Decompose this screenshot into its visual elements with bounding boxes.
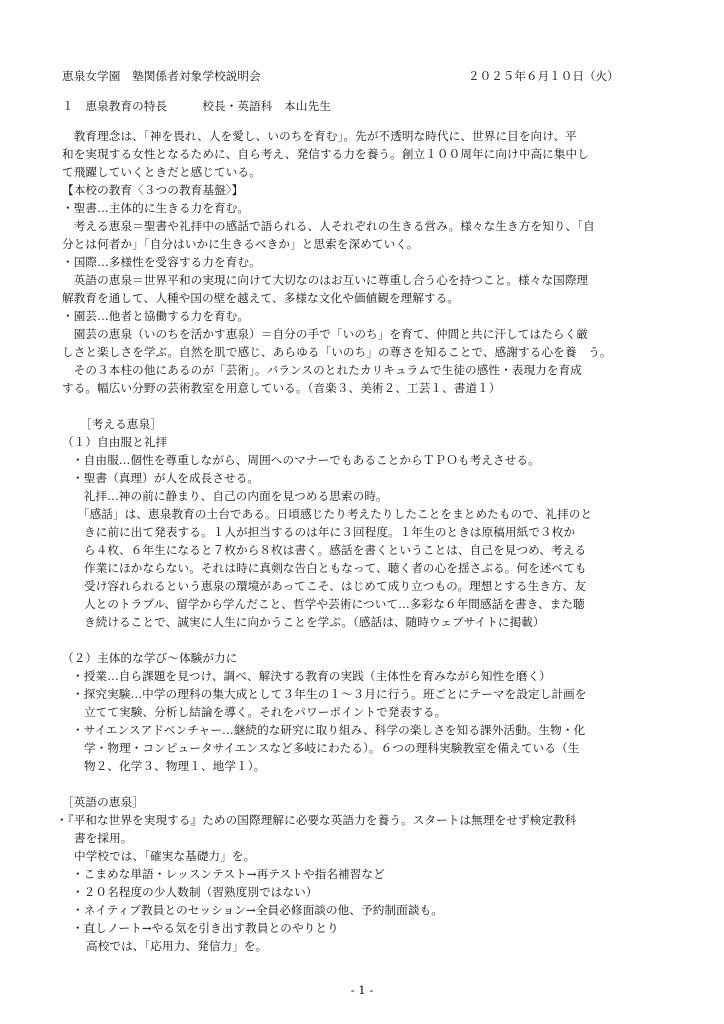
subsection-heading: （１）自由服と礼拝 (62, 435, 168, 449)
paragraph-line: 考える恵泉＝聖書や礼拝中の感話で語られる、人それぞれの生きる営み。様々な生き方を知り、「自 (62, 219, 595, 233)
paragraph-line: 学・物理・コンピュータサイエンスなど多岐にわたる）。６つの理科実験教室を備えている（生 (84, 741, 580, 755)
page-number: - 1 - (350, 983, 374, 997)
paragraph-line: 立てて実験、分析し結論を導く。それをパワーポイントで発表する。 (84, 705, 447, 719)
paragraph-line: しさと楽しさを学ぶ。自然を肌で感じ、あらゆる「いのち」の尊さを知ることで、感謝する心を養 う。 (62, 345, 612, 359)
paragraph-line: 英語の恵泉＝世界平和の実現に向けて大切なのはお互いに尊重し合う心を持つこと。様々な国際理 (62, 273, 589, 287)
bullet-line: ・自由服…個性を尊重しながら、周囲へのマナーでもあることからＴＰＯも考えさせる。 (72, 453, 540, 467)
bullet-line: ・探究実験…中学の理科の集大成として３年生の１～３月に行う。班ごとにテーマを設定し計画を (72, 687, 587, 701)
section-title: １ 恵泉教育の特長 校長・英語科 本山先生 (62, 99, 331, 113)
paragraph-line: き続けることで、誠実に人生に向かうことを学ぶ。（感話は、随時ウェブサイトに掲載） (84, 615, 545, 629)
bullet-line: ・サイエンスアドベンチャー…継続的な研究に取り組み、科学の楽しさを知る課外活動。生物・化 (72, 723, 586, 737)
bullet-line: ・聖書（真理）が人を成長させる。 (72, 471, 260, 485)
paragraph-line: 「感話」は、恵泉教育の土台である。日頃感じたり考えたりしたことをまとめたもので、礼拝のと (72, 507, 593, 521)
paragraph-line: 中学校では、「確実な基礎力」を。 (74, 849, 256, 863)
paragraph-line: その３本柱の他にあるのが「芸術」。バランスのとれたカリキュラムで生徒の感性・表現力を育成 (62, 363, 582, 377)
paragraph-line: する。幅広い分野の芸術教室を用意している。（音楽３、美術２、工芸１、書道１） (62, 381, 501, 395)
paragraph-line: 受け容れられるという恵泉の環境があってこそ、はじめて成り立つもの。理想とする生き方、友 (84, 579, 587, 593)
paragraph-line: ら４枚、６年生になると７枚から８枚は書く。感話を書くということは、自己を見つめ、考える (84, 543, 587, 557)
header-title: 恵泉女学園 塾関係者対象学校説明会 (62, 69, 261, 83)
subsection-heading: （２）主体的な学び～体験が力に (62, 651, 238, 665)
paragraph-line: 書を採用。 (74, 831, 133, 845)
paragraph-line: 教育理念は、「神を畏れ、人を愛し、いのちを育む」。先が不透明な時代に、世界に目を向け、平 (62, 129, 577, 143)
subsection-heading: ［英語の恵泉］ (62, 795, 144, 809)
bullet-line: ・ネイティブ教員とのセッション→全員必修面談の他、予約制面談も。 (72, 903, 443, 917)
paragraph-line: 高校では、「応用力、発信力」を。 (86, 939, 268, 953)
paragraph-line: 分とは何者か」「自分はいかに生きるべきか」と思索を深めていく。 (62, 237, 419, 251)
paragraph-line: きに前に出て発表する。１人が担当するのは年に３回程度。１年生のときは原稿用紙で３枚か (84, 525, 576, 539)
bullet-line: ・直しノート→やる気を引き出す教員とのやりとり (72, 921, 339, 935)
paragraph-line: 和を実現する女性となるために、自ら考え、発信する力を養う。創立１００周年に向け中高に集中し (62, 147, 589, 161)
bullet-line: ・国際…多様性を受容する力を育む。 (62, 255, 261, 269)
bullet-line: ・聖書…主体的に生きる力を育む。 (62, 201, 250, 215)
header-date: ２０２５年６月１０日（火） (468, 69, 619, 83)
bullet-line: ・２０名程度の少人数制（習熟度別ではない） (72, 885, 318, 899)
paragraph-line: 作業にほかならない。それは時に真剣な告白ともなって、聴く者の心を揺さぶる。何を述べても (84, 561, 587, 575)
paragraph-line: 人とのトラブル、留学から学んだこと、哲学や芸術について…多彩な６年間感話を書き、また聴 (84, 597, 585, 611)
paragraph-line: 解教育を通して、人種や国の壁を越えて、多様な文化や価値観を理解する。 (62, 291, 460, 305)
bullet-line: ・こまめな単語・レッスンテスト→再テストや指名補習など (72, 867, 385, 881)
paragraph-line: 園芸の恵泉（いのちを活かす恵泉）＝自分の手で「いのち」を育て、仲間と共に汗してはたらく厳 (62, 327, 588, 341)
paragraph-line: て飛躍していくときだと感じている。 (62, 165, 261, 179)
bullet-line: ・『平和な世界を実現する』ための国際理解に必要な英語力を養う。スタートは無理をせず検定教科 (56, 813, 577, 827)
subsection-heading: ［考える恵泉］ (80, 417, 162, 431)
bullet-line: ・園芸…他者と協働する力を育む。 (62, 309, 250, 323)
bullet-line: ・授業…自ら課題を見つけ、調べ、解決する教育の実践（主体性を育みながら知性を磨く） (72, 669, 551, 683)
subsection-heading: 【本校の教育〈３つの教育基盤〉】 (62, 183, 244, 197)
paragraph-line: 物２、化学３、物理１、地学１）。 (84, 759, 266, 773)
paragraph-line: 礼拝…神の前に静まり、自己の内面を見つめる思索の時。 (72, 489, 388, 503)
